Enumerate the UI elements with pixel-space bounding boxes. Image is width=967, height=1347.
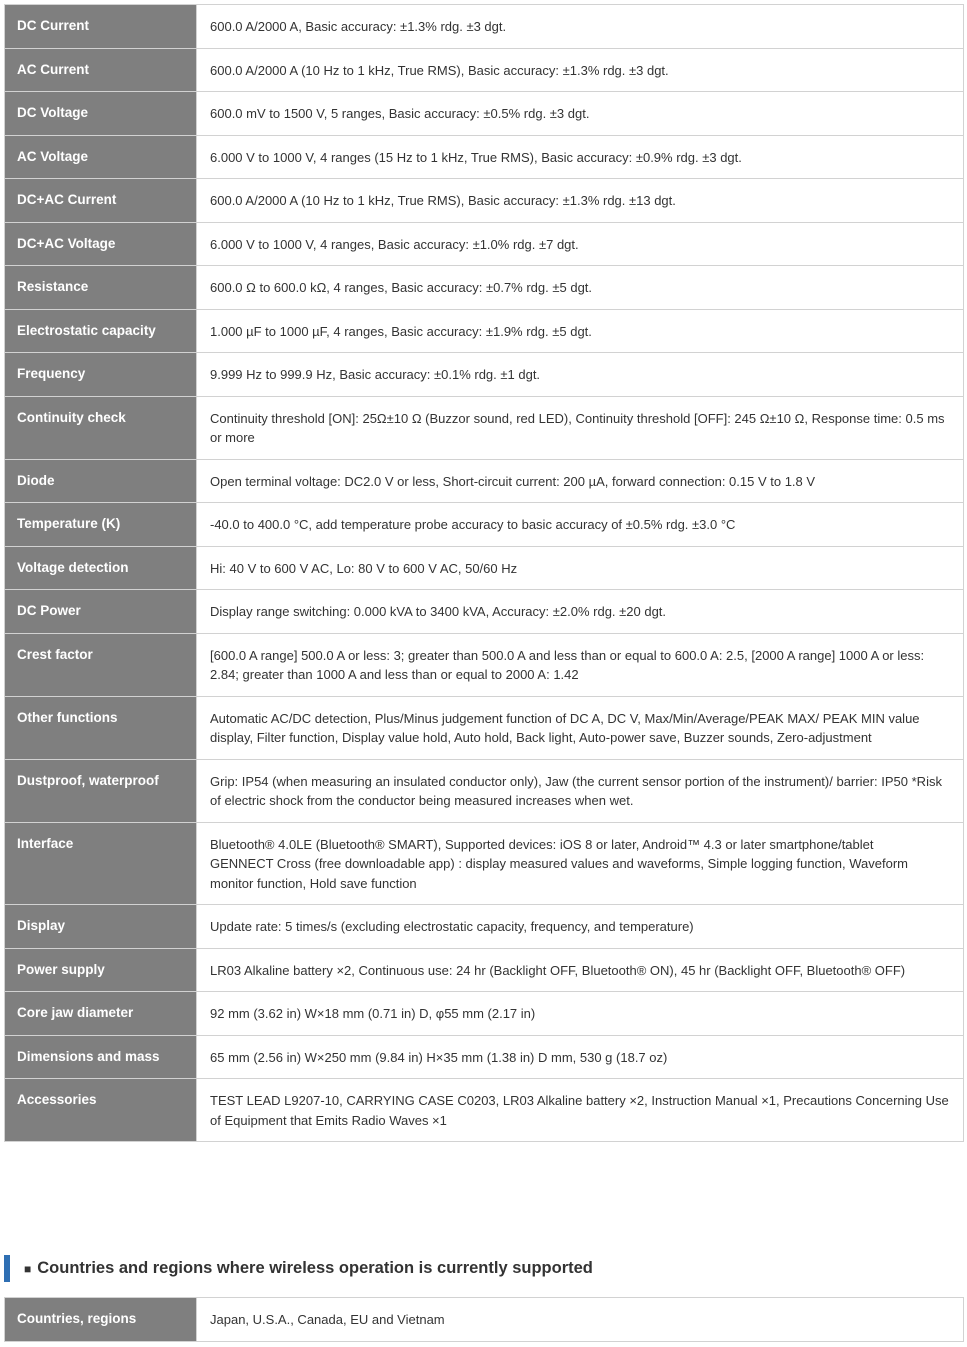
row-value (197, 590, 964, 634)
spec-table-body (5, 5, 964, 1142)
row-value-line: 65 mm (2.56 in) W×250 mm (9.84 in) H×35 mm (1.38 in) D mm, 530 g (18.7 oz) (210, 1049, 668, 1065)
row-label: Temperature (K) (5, 503, 197, 547)
row-value-line: Continuity threshold [ON]: 25Ω±10 Ω (Buzzor sound, red LED), Continuity threshold [OFF]: 245 Ω±10 Ω, Response time: 0.5 ms or more (210, 410, 945, 445)
row-value-line: Grip: IP54 (when measuring an insulated conductor only), Jaw (the current sensor portion of the instrument)/ barrier: IP50 *Risk of electric shock from the conductor being measured increases when wet. (210, 773, 942, 808)
table-row (5, 396, 964, 459)
table-row (5, 179, 964, 223)
row-value (197, 92, 964, 136)
row-label: Accessories (5, 1079, 197, 1142)
row-value-line: Open terminal voltage: DC2.0 V or less, Short-circuit current: 200 µA, forward connection: 0.15 V to 1.8 V (210, 473, 816, 489)
row-value (197, 992, 964, 1036)
spec-table (4, 4, 964, 1142)
row-label: Diode (5, 459, 197, 503)
row-value-line: [600.0 A range] 500.0 A or less: 3; greater than 500.0 A and less than or equal to 600.0 A: 2.5, [2000 A range] 1000 A or less: 2.84; greater than 1000 A and less than or equal to 2000 A: 1.42 (210, 647, 925, 682)
row-label: Electrostatic capacity (5, 309, 197, 353)
table-row (5, 503, 964, 547)
row-value-line: 6.000 V to 1000 V, 4 ranges, Basic accuracy: ±1.0% rdg. ±7 dgt. (210, 236, 579, 252)
row-label: AC Voltage (5, 135, 197, 179)
table-row (5, 266, 964, 310)
row-value-line: GENNECT Cross (free downloadable app) : display measured values and waveforms, Simple logging function, Waveform monitor function, Hold save function (210, 856, 908, 891)
row-value (197, 353, 964, 397)
row-label: Continuity check (5, 396, 197, 459)
row-value (197, 266, 964, 310)
row-label: Power supply (5, 948, 197, 992)
row-label: DC+AC Current (5, 179, 197, 223)
row-label: Display (5, 905, 197, 949)
row-value-line: Bluetooth® 4.0LE (Bluetooth® SMART), Supported devices: iOS 8 or later, Android™ 4.3 or later smartphone/tablet (210, 836, 874, 852)
row-value (197, 459, 964, 503)
table-row (5, 948, 964, 992)
table-row (5, 135, 964, 179)
wireless-table (4, 1297, 964, 1342)
row-value-line: Update rate: 5 times/s (excluding electrostatic capacity, frequency, and temperature) (210, 919, 694, 934)
table-row (5, 459, 964, 503)
row-value-line: 600.0 mV to 1500 V, 5 ranges, Basic accuracy: ±0.5% rdg. ±3 dgt. (210, 106, 590, 121)
row-label: Other functions (5, 696, 197, 759)
row-value-line: 6.000 V to 1000 V, 4 ranges (15 Hz to 1 kHz, True RMS), Basic accuracy: ±0.9% rdg. ±3 dgt. (210, 149, 742, 165)
table-row (5, 92, 964, 136)
row-value-line: 92 mm (3.62 in) W×18 mm (0.71 in) D, φ55 mm (2.17 in) (210, 1006, 536, 1021)
row-label: Dimensions and mass (5, 1035, 197, 1079)
row-value (197, 222, 964, 266)
row-label: DC Voltage (5, 92, 197, 136)
row-label: DC Power (5, 590, 197, 634)
row-value-line: Japan, U.S.A., Canada, EU and Vietnam (210, 1312, 445, 1327)
row-value (197, 546, 964, 590)
row-value (197, 48, 964, 92)
row-value (197, 696, 964, 759)
row-label: Frequency (5, 353, 197, 397)
row-value-line: 1.000 µF to 1000 µF, 4 ranges, Basic accuracy: ±1.9% rdg. ±5 dgt. (210, 323, 592, 339)
row-value-line: TEST LEAD L9207-10, CARRYING CASE C0203, LR03 Alkaline battery ×2, Instruction Manual ×1, Precautions Concerning Use of Equipment that Emits Radio Waves ×1 (210, 1093, 949, 1128)
table-row (5, 1298, 964, 1342)
table-row (5, 992, 964, 1036)
row-label: Interface (5, 822, 197, 905)
row-label: Crest factor (5, 633, 197, 696)
row-label: Voltage detection (5, 546, 197, 590)
row-label: Core jaw diameter (5, 992, 197, 1036)
table-row (5, 1079, 964, 1142)
row-value (197, 759, 964, 822)
row-value (197, 179, 964, 223)
row-value (197, 396, 964, 459)
table-row (5, 222, 964, 266)
row-value (197, 1079, 964, 1142)
table-row (5, 309, 964, 353)
table-row (5, 633, 964, 696)
row-label: Countries, regions (5, 1298, 197, 1342)
row-value-line: Display range switching: 0.000 kVA to 3400 kVA, Accuracy: ±2.0% rdg. ±20 dgt. (210, 604, 667, 619)
row-value (197, 633, 964, 696)
row-label: AC Current (5, 48, 197, 92)
wireless-section-heading (4, 1255, 904, 1282)
row-value-line: -40.0 to 400.0 °C, add temperature probe accuracy to basic accuracy of ±0.5% rdg. ±3.0 °C (210, 517, 736, 532)
row-value-line: Hi: 40 V to 600 V AC, Lo: 80 V to 600 V AC, 50/60 Hz (210, 560, 518, 576)
heading-accent-bar (4, 1255, 10, 1282)
row-label: Resistance (5, 266, 197, 310)
table-row (5, 1035, 964, 1079)
table-row (5, 822, 964, 905)
row-value (197, 309, 964, 353)
row-label: DC+AC Voltage (5, 222, 197, 266)
table-row (5, 353, 964, 397)
row-value (197, 1035, 964, 1079)
table-row (5, 759, 964, 822)
table-row (5, 48, 964, 92)
row-value (197, 822, 964, 905)
row-label: DC Current (5, 5, 197, 49)
row-value-line: 600.0 A/2000 A (10 Hz to 1 kHz, True RMS), Basic accuracy: ±1.3% rdg. ±13 dgt. (210, 193, 676, 208)
wireless-table-body (5, 1298, 964, 1342)
row-value-line: 600.0 Ω to 600.0 kΩ, 4 ranges, Basic accuracy: ±0.7% rdg. ±5 dgt. (210, 280, 593, 295)
row-value-line: 600.0 A/2000 A, Basic accuracy: ±1.3% rdg. ±3 dgt. (210, 19, 507, 34)
square-bullet-icon: ■ (24, 1261, 32, 1276)
row-value-line: Automatic AC/DC detection, Plus/Minus judgement function of DC A, DC V, Max/Min/Average/PEAK MAX/ PEAK MIN value display, Filter function, Display value hold, Auto hold, Back light, Auto-power save, Buzzer sounds, Zero-adjustment (210, 710, 920, 745)
row-value (197, 503, 964, 547)
row-value-line: 9.999 Hz to 999.9 Hz, Basic accuracy: ±0.1% rdg. ±1 dgt. (210, 367, 541, 382)
row-value (197, 905, 964, 949)
row-value-line: 600.0 A/2000 A (10 Hz to 1 kHz, True RMS), Basic accuracy: ±1.3% rdg. ±3 dgt. (210, 62, 669, 78)
row-value-line: LR03 Alkaline battery ×2, Continuous use: 24 hr (Backlight OFF, Bluetooth® ON), 45 hr (Backlight OFF, Bluetooth® OFF) (210, 962, 906, 978)
table-row (5, 905, 964, 949)
row-value (197, 5, 964, 49)
row-value (197, 948, 964, 992)
row-label: Dustproof, waterproof (5, 759, 197, 822)
table-row (5, 5, 964, 49)
table-row (5, 696, 964, 759)
row-value (197, 135, 964, 179)
table-row (5, 590, 964, 634)
table-row (5, 546, 964, 590)
row-value (197, 1298, 964, 1342)
section-title: Countries and regions where wireless operation is currently supported (37, 1259, 593, 1277)
